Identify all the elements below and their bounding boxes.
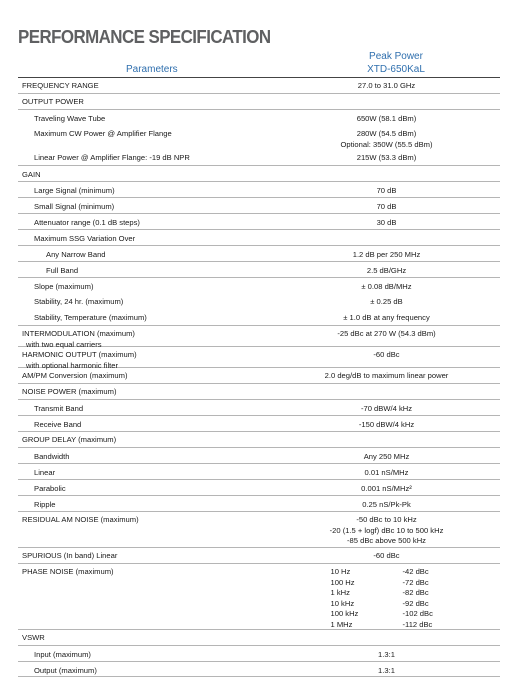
spec-value: [273, 452, 500, 463]
spec-value-line: 215W (53.3 dBm): [356, 153, 417, 162]
spec-value: [273, 350, 500, 367]
spec-row: [18, 661, 500, 677]
spec-parameter-label: Traveling Wave Tube: [34, 114, 106, 123]
phase-noise-level: -92 dBc: [402, 598, 429, 608]
spec-value-line: 1.3:1: [378, 666, 395, 675]
spec-value: [273, 234, 500, 245]
spec-value: [273, 484, 500, 495]
spec-value-line: -70 dBW/4 kHz: [360, 404, 413, 413]
spec-value: [273, 266, 500, 277]
spec-parameter: [18, 170, 273, 181]
spec-parameter: [18, 202, 273, 213]
spec-value-line: 0.01 nS/MHz: [364, 468, 409, 477]
spec-parameter: [18, 468, 273, 479]
spec-value: [273, 633, 500, 645]
spec-row: [18, 399, 500, 415]
spec-value-line: 70 dB: [376, 186, 397, 195]
spec-row: [18, 109, 500, 125]
spec-parameter: [18, 666, 273, 676]
spec-row: [18, 563, 500, 629]
spec-parameter: [18, 234, 273, 245]
spec-parameter: [18, 114, 273, 125]
spec-parameter-note: with optional harmonic filter: [26, 360, 119, 370]
spec-value: [273, 313, 500, 325]
spec-parameter-label: PHASE NOISE (maximum): [22, 567, 114, 576]
spec-parameter-label: Bandwidth: [34, 452, 70, 461]
spec-value-line: -60 dBc: [373, 551, 400, 560]
spec-value-line: -85 dBc above 500 kHz: [347, 536, 426, 545]
spec-parameter-label: Maximum SSG Variation Over: [34, 234, 136, 243]
spec-parameter: [18, 371, 273, 383]
spec-parameter: [18, 650, 273, 661]
spec-row: [18, 165, 500, 181]
spec-parameter-label: Input (maximum): [34, 650, 91, 659]
spec-row: [18, 181, 500, 197]
spec-row: [18, 229, 500, 245]
spec-parameter: [18, 387, 273, 399]
spec-parameter: [18, 186, 273, 197]
spec-parameter-label: GAIN: [22, 170, 41, 179]
spec-parameter-label: Linear: [34, 468, 56, 477]
spec-value: [273, 435, 500, 447]
spec-value-line: 70 dB: [376, 202, 397, 211]
phase-noise-offset: 100 Hz: [330, 577, 355, 587]
spec-value-line: 30 dB: [376, 218, 397, 227]
spec-row: [18, 93, 500, 109]
spec-parameter-label: Large Signal (minimum): [34, 186, 115, 195]
phase-noise-offset: 1 MHz: [330, 619, 353, 629]
spec-value: [273, 250, 500, 261]
spec-parameter: [18, 420, 273, 431]
spec-value-line: 2.0 deg/dB to maximum linear power: [324, 371, 449, 380]
spec-parameter-label: HARMONIC OUTPUT (maximum): [22, 350, 137, 359]
spec-row: [18, 261, 500, 277]
spec-parameter: [18, 282, 273, 293]
spec-parameter-label: VSWR: [22, 633, 45, 642]
parameters-column-header: Parameters: [126, 64, 178, 75]
spec-parameter: [18, 329, 273, 349]
spec-parameter: [18, 81, 273, 93]
spec-parameter: [18, 404, 273, 415]
phase-noise-level: -112 dBc: [402, 619, 433, 629]
spec-value: [273, 202, 500, 213]
spec-parameter-label: NOISE POWER (maximum): [22, 387, 117, 396]
spec-parameter-label: RESIDUAL AM NOISE (maximum): [22, 515, 139, 524]
spec-parameter-label: Receive Band: [34, 420, 82, 429]
phase-noise-level: -42 dBc: [402, 567, 429, 576]
spec-value-line: -60 dBc: [373, 350, 400, 359]
model-column-header: [340, 50, 452, 76]
spec-value-line: 27.0 to 31.0 GHz: [357, 81, 416, 90]
spec-row: [18, 511, 500, 547]
phase-noise-level: -72 dBc: [402, 577, 429, 587]
phase-noise-level: -82 dBc: [402, 588, 429, 597]
spec-value-line: 1.2 dB per 250 MHz: [352, 250, 421, 259]
spec-value-line: 1.3:1: [378, 650, 395, 659]
spec-parameter-label: OUTPUT POWER: [22, 97, 84, 106]
spec-value-line: Optional: 350W (55.5 dBm): [340, 139, 433, 149]
page-title: PERFORMANCE SPECIFICATION: [18, 27, 271, 47]
spec-value: [273, 218, 500, 229]
spec-parameter-label: Small Signal (minimum): [34, 202, 115, 211]
spec-row: [18, 447, 500, 463]
spec-value-line: -150 dBW/4 kHz: [358, 420, 415, 429]
spec-parameter: [18, 484, 273, 495]
spec-value: [273, 297, 500, 309]
spec-row: [18, 629, 500, 645]
spec-parameter: [18, 250, 273, 261]
spec-parameter-label: Stability, 24 hr. (maximum): [34, 297, 124, 306]
spec-parameter: [18, 551, 273, 563]
spec-value-line: -50 dBc to 10 kHz: [356, 515, 417, 524]
spec-parameter-label: Output (maximum): [34, 666, 97, 675]
spec-parameter: [18, 266, 273, 277]
spec-value-line: ± 1.0 dB at any frequency: [343, 313, 430, 322]
spec-value: [273, 666, 500, 676]
spec-parameter: [18, 297, 273, 309]
spec-row: [18, 293, 500, 309]
spec-parameter-label: FREQUENCY RANGE: [22, 81, 99, 90]
spec-parameter-label: Any Narrow Band: [46, 250, 106, 259]
spec-parameter-label: SPURIOUS (In band) Linear: [22, 551, 118, 560]
phase-noise-table: [273, 567, 500, 630]
spec-value: [273, 81, 500, 93]
spec-value-line: 280W (54.5 dBm): [356, 129, 417, 138]
spec-value-line: 0.001 nS/MHz²: [361, 484, 412, 493]
spec-value-line: ± 0.08 dB/MHz: [361, 282, 412, 291]
spec-parameter: [18, 567, 273, 629]
spec-value: [273, 153, 500, 165]
spec-parameter-label: Attenuator range (0.1 dB steps): [34, 218, 140, 227]
spec-value: [273, 371, 500, 383]
spec-parameter: [18, 218, 273, 229]
spec-parameter-label: Stability, Temperature (maximum): [34, 313, 147, 322]
phase-noise-level: -102 dBc: [402, 609, 433, 618]
spec-row: [18, 197, 500, 213]
spec-parameter: [18, 435, 273, 447]
spec-row: [18, 431, 500, 447]
spec-row: [18, 383, 500, 399]
spec-row: [18, 479, 500, 495]
spec-parameter-label: Linear Power @ Amplifier Flange: -19 dB NPR: [34, 153, 190, 162]
spec-parameter: [18, 500, 273, 511]
model-header-line2: XTD-650KaL: [367, 64, 425, 75]
spec-value: [273, 129, 500, 149]
phase-noise-offset: 100 kHz: [330, 609, 359, 618]
spec-row: [18, 245, 500, 261]
spec-parameter: [18, 350, 273, 370]
spec-row: [18, 645, 500, 661]
spec-parameter: [18, 97, 273, 109]
spec-row: [18, 495, 500, 511]
spec-table: [18, 77, 500, 677]
spec-value: [273, 468, 500, 479]
spec-parameter-label: GROUP DELAY (maximum): [22, 435, 117, 444]
spec-parameter-label: Maximum CW Power @ Amplifier Flange: [34, 129, 172, 138]
spec-row: [18, 415, 500, 431]
spec-value-line: 2.5 dB/GHz: [366, 266, 407, 275]
spec-parameter: [18, 633, 273, 645]
spec-value: [273, 387, 500, 399]
spec-value-line: Any 250 MHz: [363, 452, 410, 461]
spec-parameter: [18, 452, 273, 463]
spec-parameter-label: Parabolic: [34, 484, 66, 493]
spec-value: [273, 404, 500, 415]
spec-value: [273, 282, 500, 293]
spec-value: [273, 650, 500, 661]
phase-noise-offset: 1 kHz: [330, 588, 350, 597]
spec-value: [273, 420, 500, 431]
spec-parameter: [18, 313, 273, 325]
spec-row: [18, 463, 500, 479]
spec-parameter: [18, 515, 273, 547]
spec-value: [273, 500, 500, 511]
phase-noise-offset: 10 kHz: [330, 598, 355, 608]
spec-row: [18, 213, 500, 229]
spec-parameter-note: with two equal carriers: [26, 339, 102, 349]
spec-value-line: -20 (1.5 + logf) dBc 10 to 500 kHz: [329, 525, 444, 535]
spec-row: [18, 309, 500, 325]
spec-row: [18, 149, 500, 165]
spec-value-line: 650W (58.1 dBm): [356, 114, 417, 123]
spec-row: [18, 77, 500, 93]
phase-noise-offset: 10 Hz: [330, 567, 351, 576]
spec-value: [273, 170, 500, 181]
spec-row: [18, 325, 500, 349]
spec-value: [273, 567, 500, 629]
spec-value: [273, 186, 500, 197]
spec-value: [273, 97, 500, 109]
spec-parameter-label: Ripple: [34, 500, 56, 509]
spec-value: [273, 329, 500, 346]
spec-row: [18, 547, 500, 563]
spec-row: [18, 277, 500, 293]
spec-value-line: 0.25 nS/Pk-Pk: [362, 500, 411, 509]
spec-value-line: -25 dBc at 270 W (54.3 dBm): [337, 329, 436, 338]
spec-row: [18, 346, 500, 370]
spec-parameter-label: Transmit Band: [34, 404, 84, 413]
spec-value: [273, 515, 500, 547]
spec-parameter-label: INTERMODULATION (maximum): [22, 329, 135, 338]
model-header-line1: Peak Power: [369, 51, 423, 62]
spec-parameter-label: Slope (maximum): [34, 282, 94, 291]
spec-value-line: ± 0.25 dB: [370, 297, 403, 306]
spec-row: [18, 125, 500, 149]
spec-parameter-label: Full Band: [46, 266, 79, 275]
spec-value: [273, 551, 500, 563]
spec-value: [273, 114, 500, 125]
spec-parameter-label: AM/PM Conversion (maximum): [22, 371, 128, 380]
spec-parameter: [18, 129, 273, 149]
spec-parameter: [18, 153, 273, 165]
